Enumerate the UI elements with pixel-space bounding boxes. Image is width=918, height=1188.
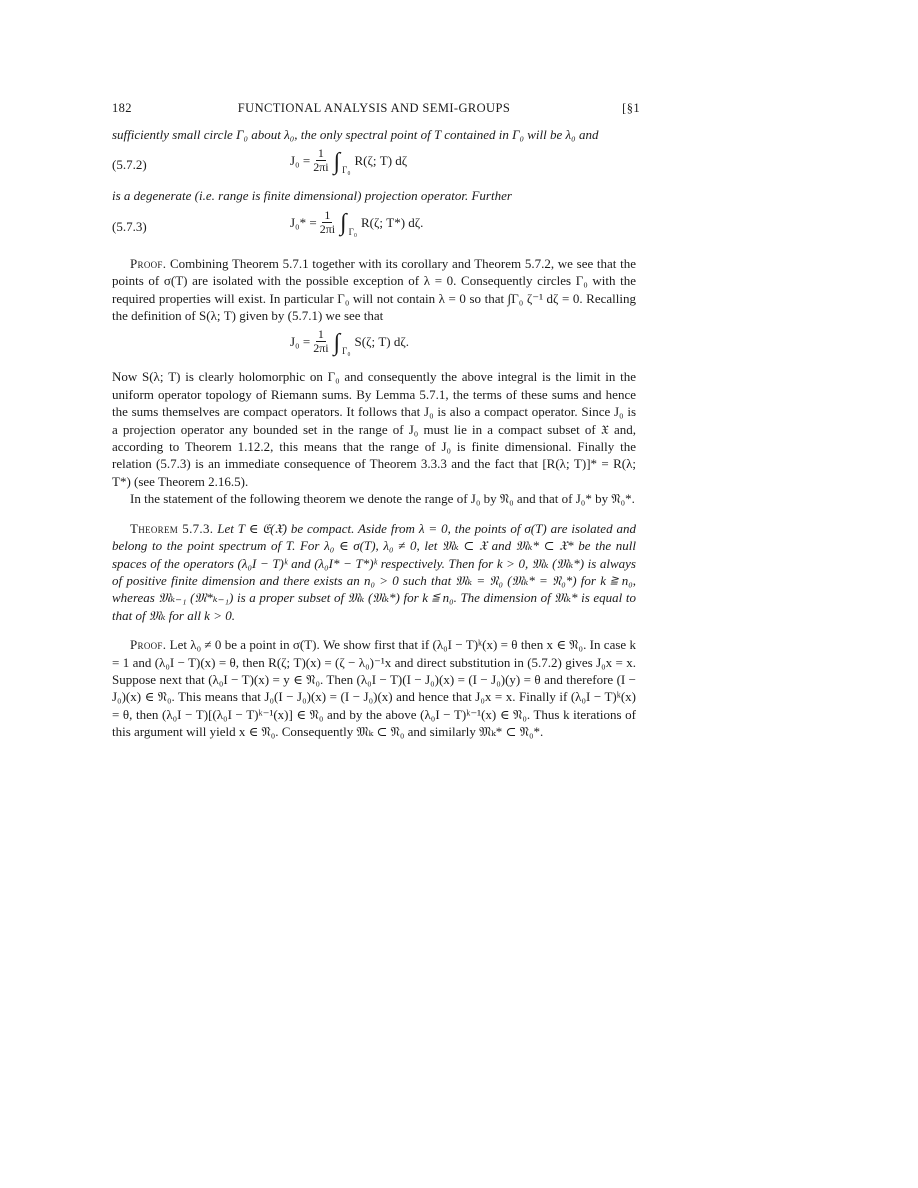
proof-text: Let λ₀ ≠ 0 be a point in σ(T). We show first that if (λ₀I − T)ᵏ(x) = θ then x ∈ 𝔑₀. In case k = 1 and (λ₀I − T)(x) = θ, then R(ζ; T)(x) = (ζ − λ₀)⁻¹x and direct substitution in (5.7.2) gives J₀x = x. Suppose next that (λ₀I − T)(x) = y ∈ 𝔑₀. Then (λ₀I − T)(I − J₀)(x) = (I − J₀)(y) = θ and therefore (I − J₀)(x) ∈ 𝔑₀. This means that J₀(I − J₀)(x) = (I − J₀)(x) and hence that J₀x = x. Finally if (λ₀I − T)ᵏ(x) = θ, then (λ₀I − T)[(λ₀I − T)ᵏ⁻¹(x)] ∈ 𝔑₀ and by the above (λ₀I − T)ᵏ⁻¹(x) ∈ 𝔑₀. Thus k iterations of this argument will yield x ∈ 𝔑₀. Consequently 𝔐ₖ ⊂ 𝔑₀ and similarly 𝔐ₖ* ⊂ 𝔑₀*. bbox=[112, 637, 636, 740]
equation-5-7-2 bbox=[112, 143, 636, 187]
integral-limit: Γ₀ bbox=[348, 226, 358, 237]
fraction-numerator: 1 bbox=[317, 146, 324, 161]
proof-label: Proof. bbox=[130, 637, 167, 653]
integrand: R(ζ; T) dζ bbox=[354, 153, 408, 169]
equation-body bbox=[290, 147, 407, 174]
fraction bbox=[313, 328, 328, 355]
fraction bbox=[320, 209, 335, 236]
equation-lhs: J₀* = bbox=[290, 214, 317, 230]
integral-limit: Γ₀ bbox=[342, 165, 351, 176]
proof-paragraph-2 bbox=[112, 636, 636, 740]
proof-paragraph-1 bbox=[112, 255, 636, 325]
intro-paragraph: sufficiently small circle Γ₀ about λ₀, the only spectral point of T contained in Γ₀ will be λ₀ and bbox=[112, 127, 599, 142]
fraction-denominator: 2πi bbox=[313, 341, 329, 356]
fraction-denominator: 2πi bbox=[319, 221, 336, 236]
fraction-numerator: 1 bbox=[317, 327, 324, 342]
equation-5-7-3 bbox=[112, 205, 636, 249]
integral-sign: ∫ bbox=[333, 329, 341, 356]
theorem-text: Let T ∈ 𝔈(𝔛) be compact. Aside from λ = 0, the points of σ(T) are isolated and belong to the point spectrum of T. For λ₀ ∈ σ(T), λ₀ ≠ 0, let 𝔐ₖ ⊂ 𝔛 and 𝔐ₖ* ⊂ 𝔛* be the null spaces of the operators (λ₀I − T)ᵏ and (λ₀I* − T*)ᵏ respectively. Then for k > 0, 𝔐ₖ (𝔐ₖ*) is always of positive finite dimension and there exists an n₀ > 0 such that 𝔐ₖ = 𝔑₀ (𝔐ₖ* = 𝔑₀*) for k ≧ n₀, whereas 𝔐ₖ₋₁ (𝔐*ₖ₋₁) is a proper subset of 𝔐ₖ (𝔐ₖ*) for k ≦ n₀. The dimension of 𝔐ₖ* is equal to that of 𝔐ₖ for all k > 0. bbox=[112, 520, 636, 623]
integral-limit: Γ₀ bbox=[342, 346, 351, 357]
integral-sign: ∫ bbox=[340, 210, 347, 237]
running-title: FUNCTIONAL ANALYSIS AND SEMI-GROUPS bbox=[237, 101, 511, 115]
page bbox=[112, 100, 640, 741]
equation-s-integral bbox=[112, 324, 636, 368]
equation-body bbox=[290, 209, 423, 236]
fraction-numerator: 1 bbox=[324, 207, 331, 222]
fraction-denominator: 2πi bbox=[313, 160, 329, 175]
page-number: 182 bbox=[112, 101, 132, 115]
range-paragraph: In the statement of the following theorem we denote the range of J₀ by 𝔑₀ and that of J₀* by 𝔑₀*. bbox=[130, 491, 635, 507]
equation-tag: (5.7.3) bbox=[112, 218, 147, 234]
equation-lhs: J₀ = bbox=[290, 153, 311, 169]
section-marker: [§1 bbox=[622, 101, 640, 115]
degenerate-paragraph: is a degenerate (i.e. range is finite dimensional) projection operator. Further bbox=[112, 188, 512, 204]
fraction bbox=[313, 147, 328, 174]
equation-lhs: J₀ = bbox=[290, 334, 311, 350]
proof-text: Combining Theorem 5.7.1 together with its corollary and Theorem 5.7.2, we see that the points of σ(T) are isolated with the possible exception of λ = 0. Consequently circles Γ₀ with the required properties will exist. In particular Γ₀ will not contain λ = 0 so that ∫Γ₀ ζ⁻¹ dζ = 0. Recalling the definition of S(λ; T) given by (5.7.1) we see that bbox=[112, 255, 636, 324]
integral-sign: ∫ bbox=[333, 148, 341, 175]
proof-label: Proof. bbox=[130, 255, 167, 271]
running-header bbox=[112, 100, 640, 120]
theorem-label: Theorem 5.7.3. bbox=[130, 520, 214, 536]
theorem-5-7-3 bbox=[112, 520, 636, 624]
integrand: R(ζ; T*) dζ. bbox=[361, 214, 424, 230]
integrand: S(ζ; T) dζ. bbox=[354, 334, 409, 350]
holomorphic-paragraph: Now S(λ; T) is clearly holomorphic on Γ₀ and consequently the above integral is the limit in the uniform operator topology of Riemann sums. By Lemma 5.7.1, the terms of these sums and hence the sums themselves are compact operators. It follows that J₀ is also a compact operator. Since J₀ is a projection operator any bounded set in the range of J₀ must lie in a compact subset of 𝔛 and, according to Theorem 1.12.2, this means that the range of J₀ is finite dimensional. Finally the relation (5.7.3) is an immediate consequence of Theorem 3.3.3 and the fact that [R(λ; T)]* = R(λ; T*) (see Theorem 2.16.5). bbox=[112, 369, 636, 489]
equation-body bbox=[290, 328, 409, 355]
equation-tag: (5.7.2) bbox=[112, 157, 147, 173]
